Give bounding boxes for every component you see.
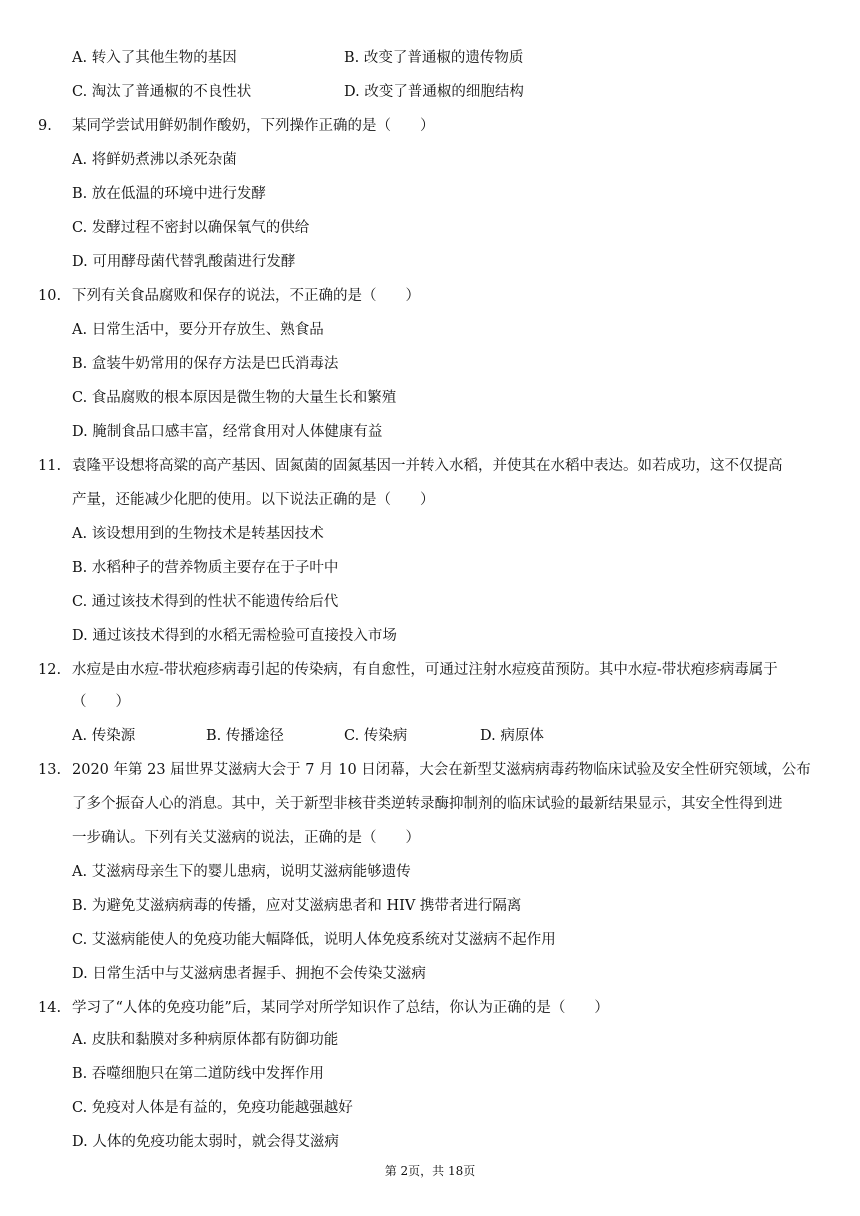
option-11-d: D. 通过该技术得到的水稻无需检验可直接投入市场 [72, 628, 397, 644]
option-9-b: B. 放在低温的环境中进行发酵 [72, 186, 266, 202]
option-13-c: C. 艾滋病能使人的免疫功能大幅降低，说明人体免疫系统对艾滋病不起作用 [72, 932, 556, 948]
option-10-b: B. 盒装牛奶常用的保存方法是巴氏消毒法 [72, 356, 339, 372]
question-number: 10. [38, 288, 62, 304]
option-13-d: D. 日常生活中与艾滋病患者握手、拥抱不会传染艾滋病 [72, 966, 426, 982]
option-12-b: B. 传播途径 [206, 728, 284, 744]
option-11-b: B. 水稻种子的营养物质主要存在于子叶中 [72, 560, 339, 576]
option-14-a: A. 皮肤和黏膜对多种病原体都有防御功能 [72, 1032, 339, 1048]
option-11-c: C. 通过该技术得到的性状不能遗传给后代 [72, 594, 339, 610]
question-number: 11. [38, 458, 62, 474]
option-10-c: C. 食品腐败的根本原因是微生物的大量生长和繁殖 [72, 390, 397, 406]
option-14-d: D. 人体的免疫功能太弱时，就会得艾滋病 [72, 1134, 339, 1150]
question-11-stem-line2: 产量，还能减少化肥的使用。以下说法正确的是（ ） [72, 492, 435, 508]
option-12-c: C. 传染病 [344, 728, 408, 744]
option-12-a: A. 传染源 [72, 728, 136, 744]
question-number: 13. [38, 762, 62, 778]
option-14-c: C. 免疫对人体是有益的，免疫功能越强越好 [72, 1100, 353, 1116]
option-8-d: D. 改变了普通椒的细胞结构 [344, 84, 524, 100]
option-8-c: C. 淘汰了普通椒的不良性状 [72, 84, 252, 100]
option-12-d: D. 病原体 [480, 728, 544, 744]
option-8-a: A. 转入了其他生物的基因 [72, 50, 237, 66]
question-12-stem-line2: （ ） [72, 694, 130, 710]
option-9-c: C. 发酵过程不密封以确保氧气的供给 [72, 220, 310, 236]
page-footer: 第 2页，共 18页 [384, 1164, 476, 1178]
option-13-b: B. 为避免艾滋病病毒的传播，应对艾滋病患者和 HIV 携带者进行隔离 [72, 898, 522, 914]
option-11-a: A. 该设想用到的生物技术是转基因技术 [72, 526, 324, 542]
option-14-b: B. 吞噬细胞只在第二道防线中发挥作用 [72, 1066, 324, 1082]
question-number: 9. [38, 118, 52, 134]
option-10-a: A. 日常生活中，要分开存放生、熟食品 [72, 322, 324, 338]
question-13-stem-line3: 一步确认。下列有关艾滋病的说法，正确的是（ ） [72, 830, 420, 846]
option-10-d: D. 腌制食品口感丰富，经常食用对人体健康有益 [72, 424, 383, 440]
exam-page: A. 转入了其他生物的基因 B. 改变了普通椒的遗传物质 C. 淘汰了普通椒的不良性状 D. 改变了普通椒的细胞结构 9. 某同学尝试用鲜奶制作酸奶，下列操作正确的是（ ） A. 将鲜奶煮沸以杀死杂菌 B. 放在低温的环境中进行发酵 C. 发酵过程不密封以确保氧气的供给 D. 可用酵母菌代替乳酸菌进行发酵 10. 下列有关食品腐败和保存的说法，不正确的是（ ） A. 日常生活中，要分开存放生、熟食品 B. 盒装牛奶常用的保存方法是巴氏消毒法 C. 食品腐败的根本原因是微生物的大量生长和繁殖 D. 腌制食品口感丰富，经常食用对人体健康有益 11. 袁隆平设想将高粱的高产基因、固氮菌的固氮基因一并转入水稻，并使其在水稻中表达。如若成功，这不仅提高 产量，还能减少化肥的使用。以下说法正确的是（ ） A. 该设想用到的生物技术是转基因技术 B. 水稻种子的营养物质主要存在于子叶中 C. 通过该技术得到的性状不能遗传给后代 D. 通过该技术得到的水稻无需检验可直接投入市场 12. 水痘是由水痘-带状疱疹病毒引起的传染病，有自愈性，可通过注射水痘疫苗预防。其中水痘-带状疱疹病毒属于 （ ） A. 传染源 B. 传播途径 C. 传染病 D. 病原体 13. 2020 年第 23 届世界艾滋病大会于 7 月 10 日闭幕，大会在新型艾滋病病毒药物临床试验及安全性研究领域，公布 了多个振奋人心的消息。其中，关于新型非核苷类逆转录酶抑制剂的临床试验的最新结果显示，其安全性得到进 一步确认。下列有关艾滋病的说法，正确的是（ ） A. 艾滋病母亲生下的婴儿患病，说明艾滋病能够遗传 B. 为避免艾滋病病毒的传播，应对艾滋病患者和 HIV 携带者进行隔离 C. 艾滋病能使人的免疫功能大幅降低，说明人体免疫系统对艾滋病不起作用 D. 日常生活中与艾滋病患者握手、拥抱不会传染艾滋病 14. 学习了“人体的免疫功能”后，某同学对所学知识作了总结，你认为正确的是（ ） A. 皮肤和黏膜对多种病原体都有防御功能 B. 吞噬细胞只在第二道防线中发挥作用 C. 免疫对人体是有益的，免疫功能越强越好 D. 人体的免疫功能太弱时，就会得艾滋病 第 2页，共 18页 [0, 0, 860, 1216]
question-13-stem-line2: 了多个振奋人心的消息。其中，关于新型非核苷类逆转录酶抑制剂的临床试验的最新结果显示，其安全性得到进 [72, 796, 783, 812]
option-13-a: A. 艾滋病母亲生下的婴儿患病，说明艾滋病能够遗传 [72, 864, 411, 880]
option-9-d: D. 可用酵母菌代替乳酸菌进行发酵 [72, 254, 296, 270]
option-9-a: A. 将鲜奶煮沸以杀死杂菌 [72, 152, 237, 168]
question-number: 12. [38, 662, 62, 678]
question-number: 14. [38, 1000, 62, 1016]
option-8-b: B. 改变了普通椒的遗传物质 [344, 50, 524, 66]
